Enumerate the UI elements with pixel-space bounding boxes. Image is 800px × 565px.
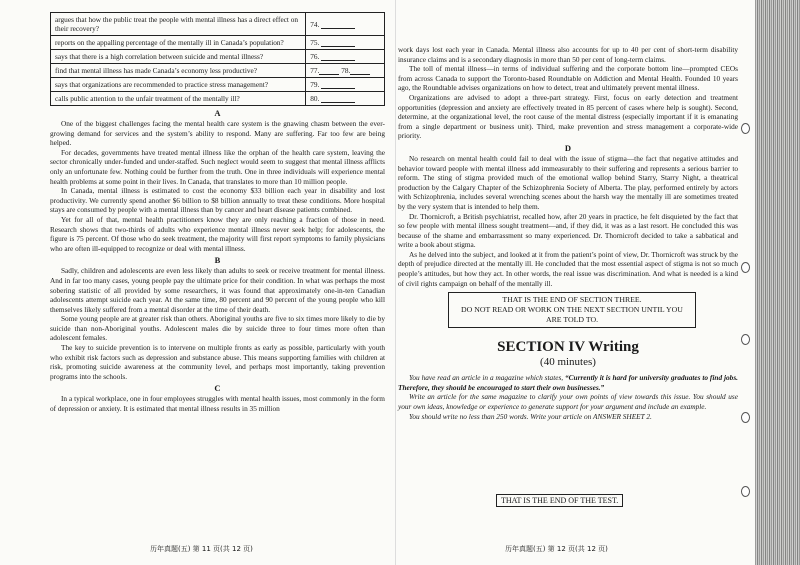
table-row	[51, 78, 385, 92]
writing-instructions: Write an article for the same magazine to clarify your own points of view towards this issue. You should use your own ideas, knowledge or experience to generate support for your argument and include an example.	[398, 392, 738, 412]
answer-blank[interactable]	[321, 39, 355, 47]
section-b-label: B	[214, 255, 221, 266]
section-c-paragraph: The toll of mental illness—in terms of individual suffering and the corporate bottom line—prompted CEOs from across Canada to support the Toronto-based Roundtable on Addiction and Mental Health. Founded 10 years ago, the Roundtable advises organizations on how to detect, treat and ultimately prevent mental illness.	[398, 64, 738, 93]
binding-hole	[741, 262, 750, 273]
section-d-label: D	[564, 142, 572, 153]
footer-left-page: 历年真题(五) 第 11 页(共 12 页)	[150, 545, 253, 553]
writing-time-limit: (40 minutes)	[540, 356, 596, 369]
left-column	[50, 12, 385, 414]
answer-cell[interactable]: 77. 78.	[306, 64, 385, 78]
end-section-line: DO NOT READ OR WORK ON THE NEXT SECTION UNTIL YOU ARE TOLD TO.	[461, 305, 683, 325]
section-d-paragraph: As he delved into the subject, and looked at it from the patient’s point of view, Dr. Thornicroft was struck by the depth of prejudice directed at the mentally ill. He concluded that the most essential aspect of stigma is not so much people’s attitudes, but how they act. In other words, the real issue was discrimination. And what is needed is a kind of civil rights campaign on behalf of the mentally ill.	[398, 249, 738, 288]
end-of-section-three-box	[448, 292, 696, 328]
scan-binding-strip	[755, 0, 800, 565]
answer-blank[interactable]	[350, 67, 370, 75]
table-row	[51, 92, 385, 106]
section-d-paragraph: No research on mental health could fail to deal with the issue of stigma—the fact that negative attitudes and behavior toward people with mental illness add immeasurably to their suffering and represents a serious barrier to reform. The sting of stigma provided much of the emotional wallop behind Starry, Starry Night, a theatrical production by the Calgary Chapter of the Schizophrenia Society of Alberta. The play, performed entirely by actors with Schizophrenia, includes several wrenching scenes about the harsh way the mentally ill are sometimes treated by the very system that is intended to help them.	[398, 153, 738, 211]
answer-cell[interactable]: 74.	[306, 13, 385, 36]
section-b-paragraph: Sadly, children and adolescents are even less likely than adults to seek or receive treatment for mental illness. And in far too many cases, young people pay the ultimate price for their condition. In what was perhaps the most sobering statistic of all provided by some researchers, it was found that approximately one-in-ten Canadian adolescents attempt suicide each year. At the same time, 80 percent and 90 percent of the young people who kill themselves likely suffered from a mental disorder at the time of their death.	[50, 266, 385, 314]
writing-section-heading: SECTION IV Writing	[497, 339, 639, 356]
question-text: argues that how the public treat the people with mental illness has a direct effect on their recovery?	[51, 13, 306, 36]
binding-hole	[741, 334, 750, 345]
answer-blank[interactable]	[321, 21, 355, 29]
end-section-line: THAT IS THE END OF SECTION THREE.	[502, 295, 642, 305]
answer-blank[interactable]	[321, 81, 355, 89]
writing-prompt-quote: “Currently it is hard for university graduates to find jobs. Therefore, they should be encouraged to start their own businesses.”	[398, 373, 738, 392]
section-a-label: A	[214, 108, 221, 118]
answer-cell[interactable]: 75.	[306, 36, 385, 50]
table-row	[51, 36, 385, 50]
writing-prompt-intro: You have read an article in a magazine which states,	[409, 373, 566, 383]
question-text: calls public attention to the unfair treatment of the mentally ill?	[51, 92, 306, 106]
section-b-paragraph: Some young people are at greater risk than others. Aboriginal youths are five to six times more likely to die by suicide than non-Aboriginal youths. Adolescent males die by suicide three to four times more often than adolescent females.	[50, 314, 385, 343]
section-d-paragraph: Dr. Thornicroft, a British psychiatrist, recalled how, after 20 years in practice, he felt disquieted by the fact that so few people with mental illness sought treatment—and, if they did, it was as a last resort. He concluded this was because of the shame and embarrassment so many experienced. Dr. Thornicroft decided to take a sabbatical and write a book about stigma.	[398, 211, 738, 250]
table-row	[51, 64, 385, 78]
question-table	[50, 12, 385, 106]
binding-hole	[741, 123, 750, 134]
question-text: find that mental illness has made Canada’s economy less productive?	[51, 64, 306, 78]
section-a-paragraph: Yet for all of that, mental health practitioners know they are only reaching a fraction of those in need. Research shows that two-thirds of adults who experience mental illness never seek help; for adolescents, the figure is 75 percent. Of those who do seek treatment, the majority will first report symptoms to family physicians who are often ill-equipped to recognize or deal with mental illness.	[50, 214, 385, 253]
section-c-label: C	[214, 383, 221, 394]
table-row	[51, 13, 385, 36]
section-a-paragraph: For decades, governments have treated mental illness like the orphan of the health care system, leaving the sector chronically under-funded and under-staffed. Such neglect would seem to suggest that mental illness afflicts only an unfortunate few. Nothing could be further from the truth. One in three individuals will experience mental health problems at some point in their lives. In Canada, that translates to more than 10 million people.	[50, 147, 385, 186]
footer-right-page: 历年真题(五) 第 12 页(共 12 页)	[505, 545, 608, 553]
answer-blank[interactable]	[319, 67, 339, 75]
question-text: reports on the appalling percentage of the mentally ill in Canada’s population?	[51, 36, 306, 50]
binding-hole	[741, 412, 750, 423]
answer-cell[interactable]: 76.	[306, 50, 385, 64]
answer-cell[interactable]: 80.	[306, 92, 385, 106]
table-row	[51, 50, 385, 64]
section-c-paragraph: In a typical workplace, one in four employees struggles with mental health issues, most commonly in the form of depression or anxiety. It is estimated that mental illness results in 35 million	[50, 394, 385, 414]
section-c-paragraph: Organizations are advised to adopt a three-part strategy. First, focus on early detection and treatment opportunities (depression and anxiety are effectively treated in 85 percent of cases where help is sought). Second, determine, at the organizational level, the root cause of the mental distress (especially important if it is emanating from a single department or business unit). Third, make prevention and stress management a corporate-wide priority.	[398, 92, 738, 141]
section-c-paragraph: work days lost each year in Canada. Mental illness also accounts for up to 40 per cent of short-term disability insurance claims and is a secondary diagnosis in more than 50 per cent of long-term claims.	[398, 45, 738, 64]
answer-blank[interactable]	[321, 53, 355, 61]
section-a-paragraph: In Canada, mental illness is estimated to cost the economy $33 billion each year in disability and lost productivity. We currently spend another $6 billion to $8 billion annually to treat these conditions. More hospital stays are consumed by people with a mental illness than by cancer and heart disease patients combined.	[50, 186, 385, 215]
answer-blank[interactable]	[321, 95, 355, 103]
question-text: says that organizations are recommended to practice stress management?	[51, 78, 306, 92]
writing-prompt	[398, 373, 738, 392]
question-text: says that there is a high correlation between suicide and mental illness?	[51, 50, 306, 64]
binding-hole	[741, 486, 750, 497]
writing-word-limit: You should write no less than 250 words. Write your article on ANSWER SHEET 2.	[409, 411, 652, 421]
right-column	[398, 45, 738, 421]
end-of-test-box: THAT IS THE END OF THE TEST.	[496, 494, 623, 507]
section-b-paragraph: The key to suicide prevention is to intervene on multiple fronts as early as possible, particularly with youth who exhibit risk factors such as depression and substance abuse. This means supporting families with children at risk, promoting suicide awareness at the community level, and perhaps most importantly, taking prevention programs into the schools.	[50, 343, 385, 381]
answer-cell[interactable]: 79.	[306, 78, 385, 92]
section-a-paragraph: One of the biggest challenges facing the mental health care system is the gnawing chasm between the ever-growing demand for services and the system’s ability to respond. Many are suffering. Far too few are being helped.	[50, 119, 385, 148]
